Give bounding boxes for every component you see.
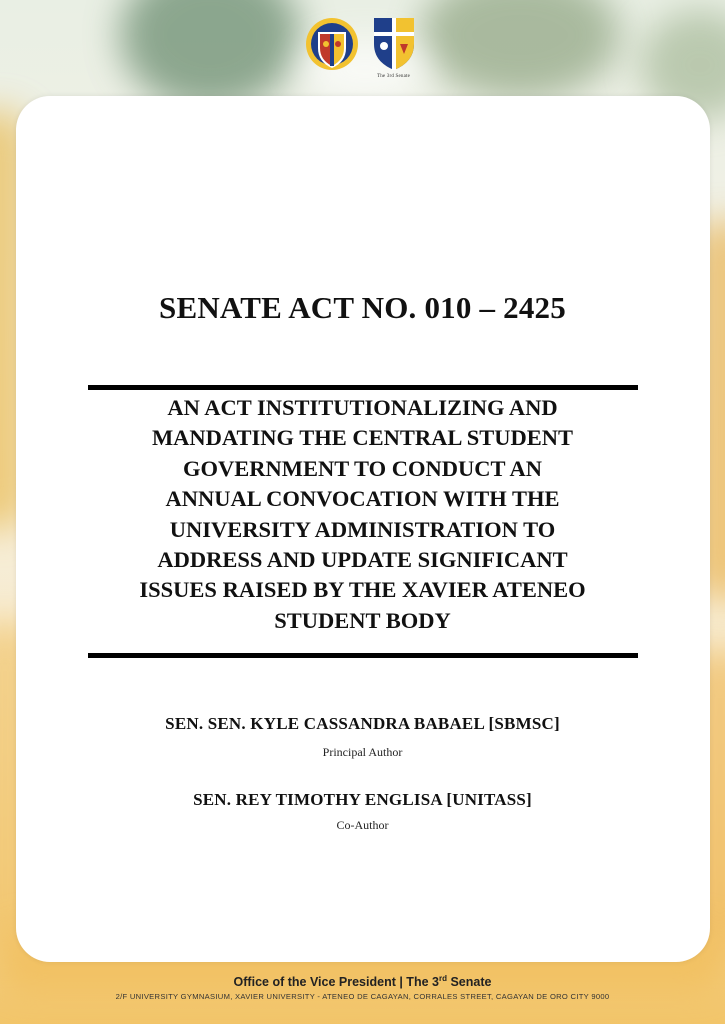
act-title-line: STUDENT BODY xyxy=(274,607,451,633)
divider-top xyxy=(88,385,638,390)
principal-author-role: Principal Author xyxy=(322,745,403,759)
senate-logo-caption: The 3rd Senate xyxy=(376,74,411,79)
act-title-line: MANDATING THE CENTRAL STUDENT xyxy=(151,425,574,451)
act-title-line: GOVERNMENT TO CONDUCT AN xyxy=(182,455,543,481)
act-title-line: AN ACT INSTITUTIONALIZING AND xyxy=(167,395,558,420)
divider-bottom xyxy=(88,653,638,658)
act-title-line: ADDRESS AND UPDATE SIGNIFICANT xyxy=(157,547,568,573)
footer-address: 2/F UNIVERSITY GYMNASIUM, XAVIER UNIVERSITY - ATENEO DE CAGAYAN, CORRALES STREET, CAGAYAN DE ORO CITY 9000 xyxy=(115,992,610,1001)
principal-author-name: SEN. SEN. KYLE CASSANDRA BABAEL [SBMSC] xyxy=(165,714,560,733)
footer-office-prefix: Office of the Vice President | The 3 xyxy=(233,975,439,990)
co-author-role: Co-Author xyxy=(336,818,389,832)
header-logos xyxy=(0,14,725,79)
footer-office-suffix: Senate xyxy=(446,975,492,990)
footer-office-sup: rd xyxy=(438,974,447,983)
the-3rd-senate-logo-icon xyxy=(366,14,422,79)
co-author-name: SEN. REY TIMOTHY ENGLISA [UNITASS] xyxy=(193,790,532,809)
act-title-block xyxy=(80,393,645,636)
act-title-line: ANNUAL CONVOCATION WITH THE xyxy=(165,486,560,512)
act-title-line: UNIVERSITY ADMINISTRATION TO xyxy=(169,516,556,542)
xavier-university-seal-icon xyxy=(304,14,360,76)
page-title: SENATE ACT NO. 010 – 2425 xyxy=(159,290,566,325)
act-title-line: ISSUES RAISED BY THE XAVIER ATENEO xyxy=(139,577,586,603)
footer-office-title xyxy=(0,974,725,989)
